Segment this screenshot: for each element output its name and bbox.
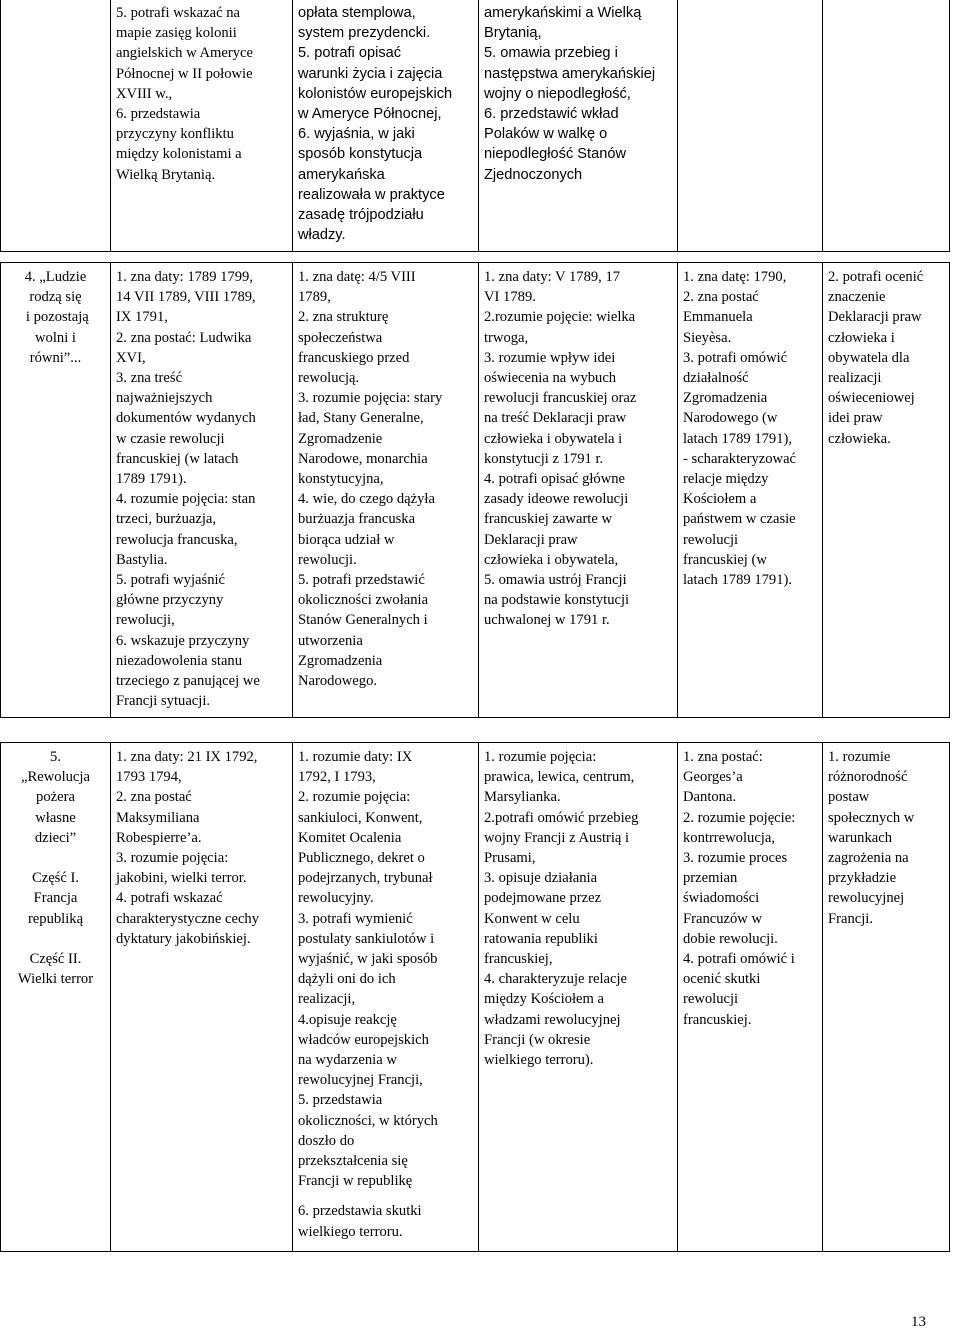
lesson-topic-cell [1,743,111,1252]
text-line: 2. zna strukturę [298,309,389,326]
text-line: 6. przedstawić wkład [484,106,619,123]
table-row [1,0,950,252]
text-line: prawica, lewica, centrum, [484,769,635,786]
spacer [298,1191,474,1201]
text-line: postaw [828,789,870,806]
text-line: 6. przedstawia skutki [298,1203,422,1220]
text-line: rewolucji. [298,551,357,568]
text-line: 1. zna daty: 21 IX 1792, [116,749,258,765]
text-line: ocenić skutki [683,971,761,988]
requirements-cell-excellent [823,263,950,718]
text-line: 4. potrafi omówić i [683,951,795,968]
text-line: 3. potrafi omówić [683,349,788,366]
text-line: 4. potrafi wskazać [116,890,223,907]
text-line: w czasie rewolucji [116,430,225,447]
text-line: republiką [27,910,84,927]
text-line: kontrrewolucja, [683,829,775,846]
requirements-cell-good [479,743,678,1252]
text-line: francuskiej zawarte w [484,511,613,528]
text-line: 1. rozumie [828,749,891,765]
text-line: angielskich w Ameryce [116,45,253,62]
text-line: człowieka i obywatela i [484,430,623,447]
text-line: kolonistów europejskich [298,85,453,102]
text-line: IX 1791, [116,309,168,326]
text-line: realizacji, [298,991,356,1008]
text-line: wielkiego terroru). [484,1052,594,1069]
text-line: wielkiego terroru. [298,1223,403,1240]
text-line: Maksymiliana [116,809,200,826]
requirements-cell-basic [111,743,293,1252]
text-line: Robespierre’a. [116,829,202,846]
text-line: państwem w czasie [683,511,796,528]
requirements-cell-excellent [823,0,950,252]
text-line: VI 1789. [484,289,536,306]
table-section-4 [0,262,950,718]
text-line: Narodowego. [298,673,378,690]
text-line: 2. zna postać: Ludwika [116,329,252,346]
text-line: rewolucji [683,991,739,1008]
text-line: Francja [33,890,78,907]
text-line: warunki życia i zajęcia [298,65,443,82]
text-line: doszło do [298,1132,355,1149]
text-line: przyczyny konfliktu [116,126,234,143]
text-line: najważniejszych [116,390,213,407]
text-line: 1. rozumie pojęcia: [484,749,597,765]
text-line [3,929,108,949]
text-line: Północnej w II połowie [116,65,253,82]
requirements-cell-basic [111,0,293,252]
text-line: realizacji [828,370,882,387]
text-line: Konwent w celu [484,910,580,927]
text-line: równi”... [29,349,82,366]
text-line: oświeceniowej [828,390,915,407]
text-line: rewolucyjny. [298,890,374,907]
text-line: 2. potrafi ocenić [828,269,924,285]
requirements-cell-basic [111,263,293,718]
text-line: 5. potrafi opisać [298,45,402,62]
text-line: „Rewolucja [21,769,90,786]
text-line: rewolucja francuska, [116,531,238,548]
text-line: własne [35,809,76,826]
text-line: 4. rozumie pojęcia: stan [116,491,256,508]
text-line: 2. zna postać [683,289,759,306]
requirements-cell-very-good [678,263,823,718]
text-line: rewolucji francuskiej oraz [484,390,637,407]
text-line: dążyli oni do ich [298,971,396,988]
text-line: Zgromadzenia [298,652,383,669]
text-line: 1. rozumie daty: IX [298,749,413,765]
text-line: na podstawie konstytucji [484,592,630,609]
text-line: 4. wie, do czego dążyła [298,491,435,508]
text-line: wolni i [35,329,76,346]
text-line: system prezydencki. [298,25,431,42]
text-line: 1. zna datę: 4/5 VIII [298,269,416,285]
text-line [3,848,108,868]
text-line: 2. rozumie pojęcie: [683,809,796,826]
text-line: na wydarzenia w [298,1052,397,1069]
text-line: Deklaracji praw [828,309,922,326]
text-line: Kościołem a [683,491,757,508]
text-line: Francji sytuacji. [116,693,211,710]
text-line: niezadowolenia stanu [116,652,243,669]
text-line: mapie zasięg kolonii [116,25,237,42]
text-line: opłata stemplowa, [298,5,416,21]
text-line: Francji (w okresie [484,1031,591,1048]
text-line: człowieka i [828,329,895,346]
text-line: Emmanuela [683,309,753,326]
table-section-3-continued [0,0,950,252]
text-line: 3. rozumie pojęcia: stary [298,390,443,407]
lesson-topic-cell [1,0,111,252]
text-line: 1. zna datę: 1790, [683,269,787,285]
text-line: 5. potrafi przedstawić [298,572,425,589]
text-line: 2.rozumie pojęcie: wielka [484,309,636,326]
text-line: 2. rozumie pojęcia: [298,789,411,806]
text-line: obywatela dla [828,349,910,366]
text-line: sankiuloci, Konwent, [298,809,423,826]
text-line: dokumentów wydanych [116,410,256,427]
text-line: utworzenia [298,632,363,649]
text-line: główne przyczyny [116,592,224,609]
text-line: Wielki terror [17,971,94,988]
text-line: 5. potrafi wskazać na [116,5,240,21]
text-line: Publicznego, dekret o [298,850,425,867]
text-line: zagrożenia na [828,850,909,867]
text-line: Wielką Brytanią. [116,166,216,183]
text-line: ratowania republiki [484,930,598,947]
text-line: 3. rozumie proces [683,850,788,867]
text-line: znaczenie [828,289,886,306]
text-line: jakobini, wielki terror. [116,870,247,887]
text-line: warunkach [828,829,893,846]
text-line: Francji. [828,910,873,927]
text-line: dzieci” [34,829,77,846]
text-line: społecznych w [828,809,915,826]
requirements-cell-sufficient [293,263,479,718]
text-line: sposób konstytucja [298,146,423,163]
requirements-cell-sufficient [293,0,479,252]
text-line: latach 1789 1791). [683,572,793,589]
text-line: 2.potrafi omówić przebieg [484,809,639,826]
text-line: świadomości [683,890,760,907]
text-line: charakterystyczne cechy [116,910,260,927]
text-line: w Ameryce Północnej, [298,106,442,123]
text-line: na treść Deklaracji praw [484,410,627,427]
text-line: Zgromadzenia [683,390,768,407]
text-line: między Kościołem a [484,991,604,1008]
text-line: rewolucją. [298,370,360,387]
text-line: okoliczności, w których [298,1112,438,1129]
text-line: 1. zna postać: [683,749,763,765]
text-line: 3. zna treść [116,370,183,387]
text-line: podejmowane przez [484,890,602,907]
text-line: francuskiej (w [683,551,767,568]
text-line: Komitet Ocalenia [298,829,402,846]
text-line: i pozostają [22,309,89,326]
text-line: francuskiej (w latach [116,450,239,467]
text-line: niepodległość Stanów [484,146,626,163]
text-line: wojny o niepodległość, [484,85,631,102]
text-line: człowieka. [828,430,891,447]
requirements-cell-very-good [678,743,823,1252]
text-line: Narodowe, monarchia [298,450,428,467]
text-line: 6. przedstawia [116,106,201,123]
text-line: 4. „Ludzie [24,269,87,285]
text-line: oświecenia na wybuch [484,370,617,387]
text-line: 3. rozumie pojęcia: [116,850,229,867]
page-number: 13 [911,1314,926,1330]
lesson-topic-cell [1,263,111,718]
text-line: idei praw [828,410,883,427]
text-line: zasadę trójpodziału [298,207,424,224]
text-line: podejrzanych, trybunał [298,870,433,887]
text-line: francuskiego przed [298,349,410,366]
text-line: Georges’a [683,769,743,786]
text-line: 2. zna postać [116,789,192,806]
table-row [1,743,950,1252]
text-line: 5. przedstawia [298,1092,383,1109]
text-line: Marsylianka. [484,789,561,806]
text-line: Polaków w walkę o [484,126,608,143]
text-line: władzami rewolucyjnej [484,1011,621,1028]
text-line: francuskiej, [484,951,553,968]
text-line: 5. potrafi wyjaśnić [116,572,226,589]
text-line: Francuzów w [683,910,763,927]
text-line: Zjednoczonych [484,166,583,183]
text-line: XVI, [116,349,146,366]
text-line: XVIII w., [116,85,173,102]
text-line: amerykańskimi a Wielką [484,5,642,21]
text-line: 14 VII 1789, VIII 1789, [116,289,256,306]
text-line: wyjaśnić, w jaki sposób [298,951,438,968]
text-line: trzeciego z panującej we [116,673,260,690]
text-line: działalność [683,370,749,387]
text-line: Narodowego (w [683,410,778,427]
text-line: między kolonistami a [116,146,242,163]
text-line: różnorodność [828,769,908,786]
text-line: rewolucji, [116,612,175,629]
text-line: rewolucyjnej Francji, [298,1072,423,1089]
text-line: okoliczności zwołania [298,592,429,609]
text-line: 5. [50,749,61,765]
text-line: Francji w republikę [298,1173,413,1190]
requirements-cell-excellent [823,743,950,1252]
requirements-list-extra [298,1201,474,1241]
text-line: 3. potrafi wymienić [298,910,413,927]
text-line: zasady ideowe rewolucji [484,491,629,508]
requirements-cell-sufficient [293,743,479,1252]
text-line: 4.opisuje reakcję [298,1011,397,1028]
text-line: trzeci, burżuazja, [116,511,217,528]
text-line: człowieka i obywatela, [484,551,619,568]
text-line: trwoga, [484,329,529,346]
text-line: Deklaracji praw [484,531,578,548]
text-line: burżuazja francuska [298,511,416,528]
text-line: 1793 1794, [116,769,182,786]
text-line: Brytanią, [484,25,542,42]
text-line: uchwalonej w 1791 r. [484,612,610,629]
text-line: następstwa amerykańskiej [484,65,656,82]
text-line: przemian [683,870,738,887]
text-line: rodzą się [29,289,82,306]
text-line: Prusami, [484,850,536,867]
text-line: rewolucyjnej [828,890,905,907]
text-line: 4. potrafi opisać główne [484,471,626,488]
text-line: pożera [36,789,75,806]
text-line: 3. rozumie wpływ idei [484,349,616,366]
text-line: władców europejskich [298,1031,429,1048]
table-section-5 [0,742,950,1252]
text-line: Stanów Generalnych i [298,612,428,629]
text-line: Część I. [31,870,79,887]
requirements-cell-good [479,263,678,718]
text-line: 6. wskazuje przyczyny [116,632,250,649]
text-line: 3. opisuje działania [484,870,598,887]
text-line: ład, Stany Generalne, [298,410,424,427]
text-line: Bastylia. [116,551,168,568]
text-line: Sieyèsa. [683,329,732,346]
text-line: Dantona. [683,789,737,806]
text-line: dyktatury jakobińskiej. [116,930,251,947]
requirements-list [298,747,474,1191]
text-line: 4. charakteryzuje relacje [484,971,628,988]
text-line: biorąca udział w [298,531,395,548]
text-line: konstytucyjna, [298,471,384,488]
text-line: społeczeństwa [298,329,383,346]
requirements-cell-very-good [678,0,823,252]
text-line: 1792, I 1793, [298,769,376,786]
text-line: Zgromadzenie [298,430,383,447]
text-line: 1. zna daty: V 1789, 17 [484,269,621,285]
text-line: dobie rewolucji. [683,930,778,947]
text-line: rewolucji [683,531,739,548]
text-line: 6. wyjaśnia, w jaki [298,126,415,143]
text-line: relacje między [683,471,769,488]
text-line: postulaty sankiulotów i [298,930,435,947]
text-line: 5. omawia przebieg i [484,45,618,62]
text-line: 1789 1791). [116,471,187,488]
text-line: konstytucji z 1791 r. [484,450,604,467]
text-line: 1. zna daty: 1789 1799, [116,269,253,285]
text-line: realizowała w praktyce [298,186,445,203]
text-line: władzy. [298,227,346,244]
text-line: 1789, [298,289,331,306]
text-line: przekształcenia się [298,1153,408,1170]
text-line: - scharakteryzować [683,450,797,467]
text-line: 5. omawia ustrój Francji [484,572,627,589]
text-line: Część II. [29,951,82,968]
text-line: wojny Francji z Austrią i [484,829,630,846]
text-line: latach 1789 1791), [683,430,793,447]
text-line: amerykańska [298,166,385,183]
requirements-cell-good [479,0,678,252]
text-line: przykładzie [828,870,897,887]
text-line: francuskiej. [683,1011,752,1028]
table-row [1,263,950,718]
